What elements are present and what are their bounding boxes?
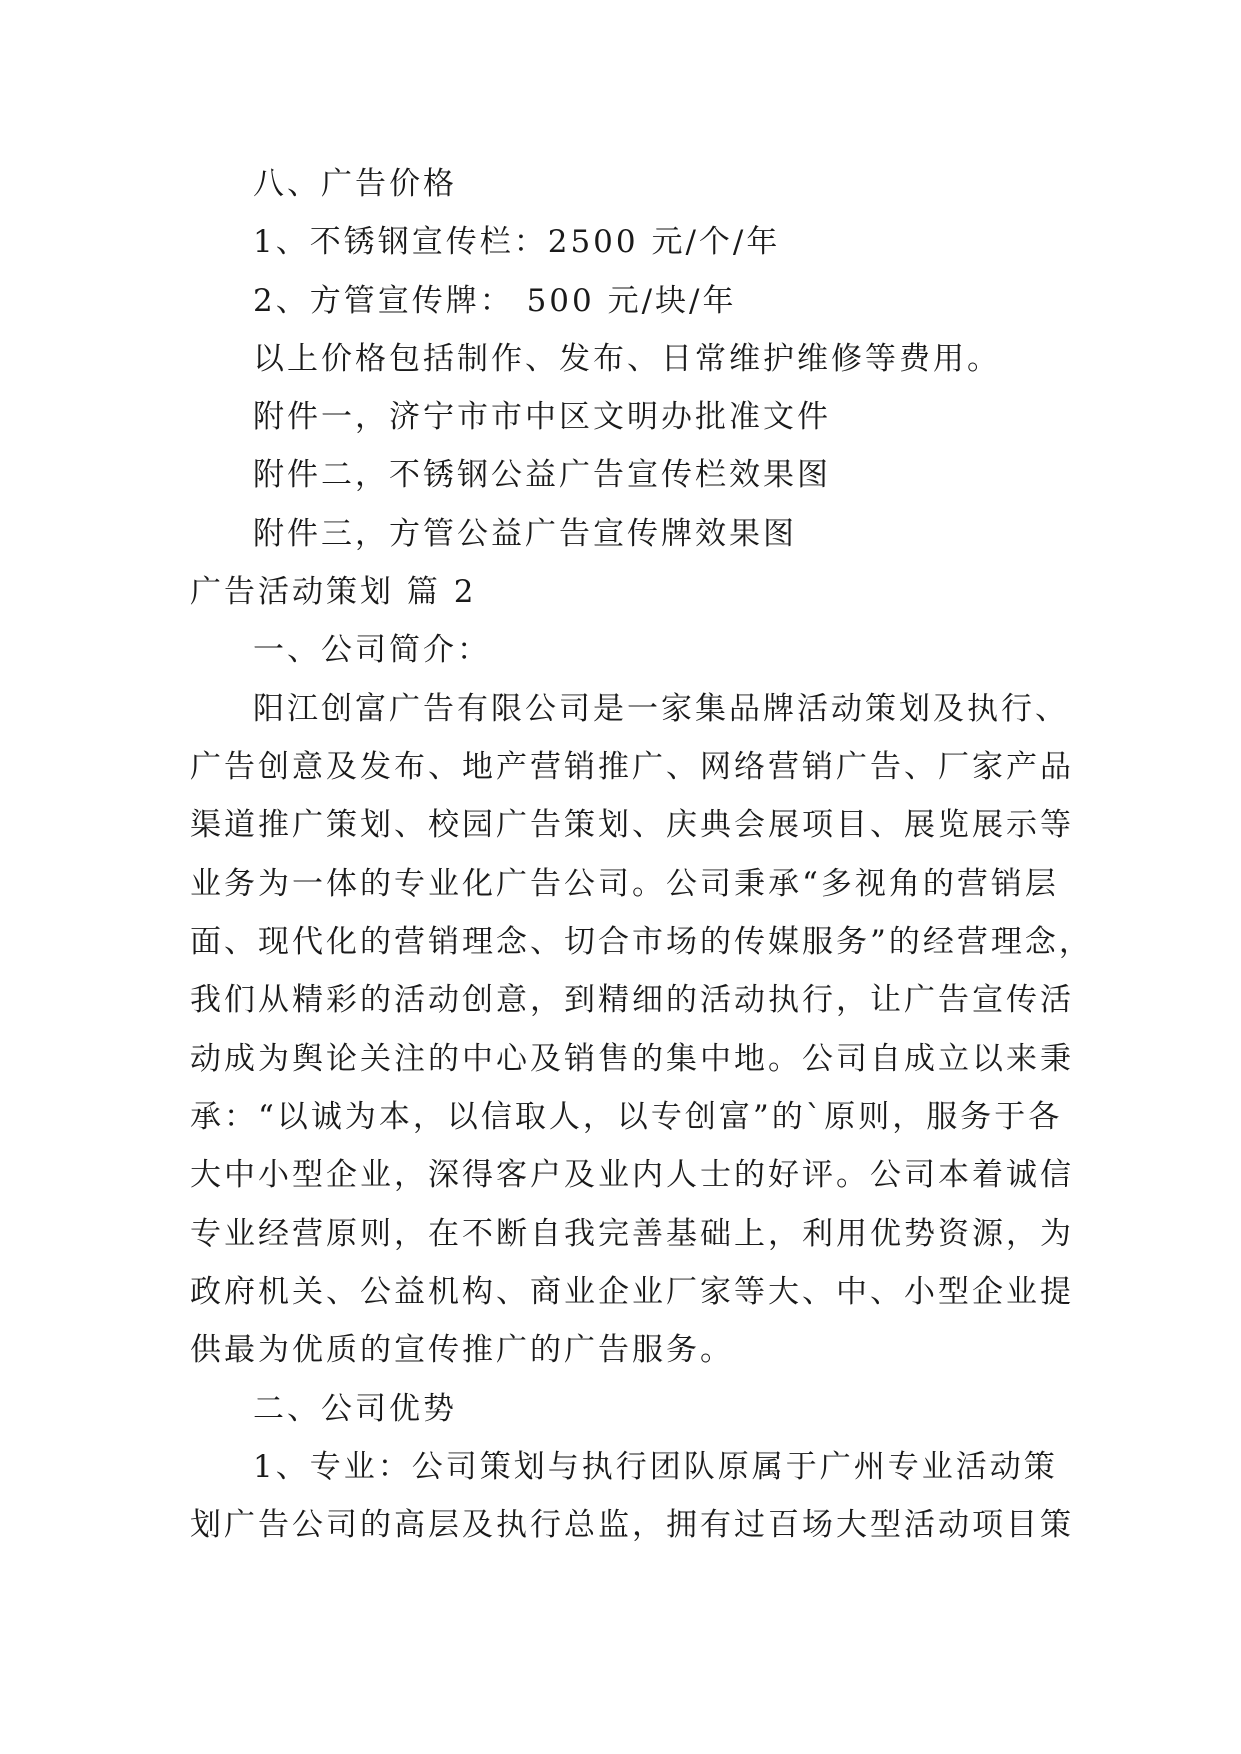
paragraph-line: 专业经营原则，在不断自我完善基础上，利用优势资源，为 — [190, 1216, 1074, 1252]
paragraph-line: 广告创意及发布、地产营销推广、网络营销广告、厂家产品 — [190, 749, 1074, 785]
attachment-3: 附件三，方管公益广告宣传牌效果图 — [253, 516, 797, 552]
section-heading-price: 八、广告价格 — [253, 166, 457, 202]
paragraph-line: 我们从精彩的活动创意，到精细的活动执行，让广告宣传活 — [190, 982, 1074, 1018]
attachment-1: 附件一，济宁市市中区文明办批准文件 — [253, 399, 831, 435]
paragraph-line: 业务为一体的专业化广告公司。公司秉承“多视角的营销层 — [190, 866, 1059, 902]
paragraph-line: 划广告公司的高层及执行总监，拥有过百场大型活动项目策 — [190, 1507, 1074, 1543]
paragraph-line: 供最为优质的宣传推广的广告服务。 — [190, 1332, 734, 1368]
paragraph-line: 大中小型企业，深得客户及业内人士的好评。公司本着诚信 — [190, 1157, 1074, 1193]
section-heading-advantages: 二、公司优势 — [253, 1391, 457, 1427]
paragraph-line: 政府机关、公益机构、商业企业厂家等大、中、小型企业提 — [190, 1274, 1074, 1310]
paragraph-line: 阳江创富广告有限公司是一家集品牌活动策划及执行、 — [253, 691, 1069, 727]
paragraph-line: 承：“以诚为本，以信取人，以专创富”的`原则，服务于各 — [190, 1099, 1063, 1135]
attachment-2: 附件二，不锈钢公益广告宣传栏效果图 — [253, 457, 831, 493]
price-item-2: 2、方管宣传牌： 500 元/块/年 — [253, 283, 737, 319]
price-note: 以上价格包括制作、发布、日常维护维修等费用。 — [253, 341, 1001, 377]
paragraph-line: 渠道推广策划、校园广告策划、庆典会展项目、展览展示等 — [190, 807, 1074, 843]
paragraph-line: 1、专业：公司策划与执行团队原属于广州专业活动策 — [253, 1449, 1058, 1485]
article-title: 广告活动策划 篇 2 — [190, 574, 477, 610]
section-heading-intro: 一、公司简介： — [253, 632, 491, 668]
price-item-1: 1、不锈钢宣传栏：2500 元/个/年 — [253, 224, 781, 260]
paragraph-line: 动成为舆论关注的中心及销售的集中地。公司自成立以来秉 — [190, 1041, 1074, 1077]
paragraph-line: 面、现代化的营销理念、切合市场的传媒服务”的经营理念， — [190, 924, 1093, 960]
